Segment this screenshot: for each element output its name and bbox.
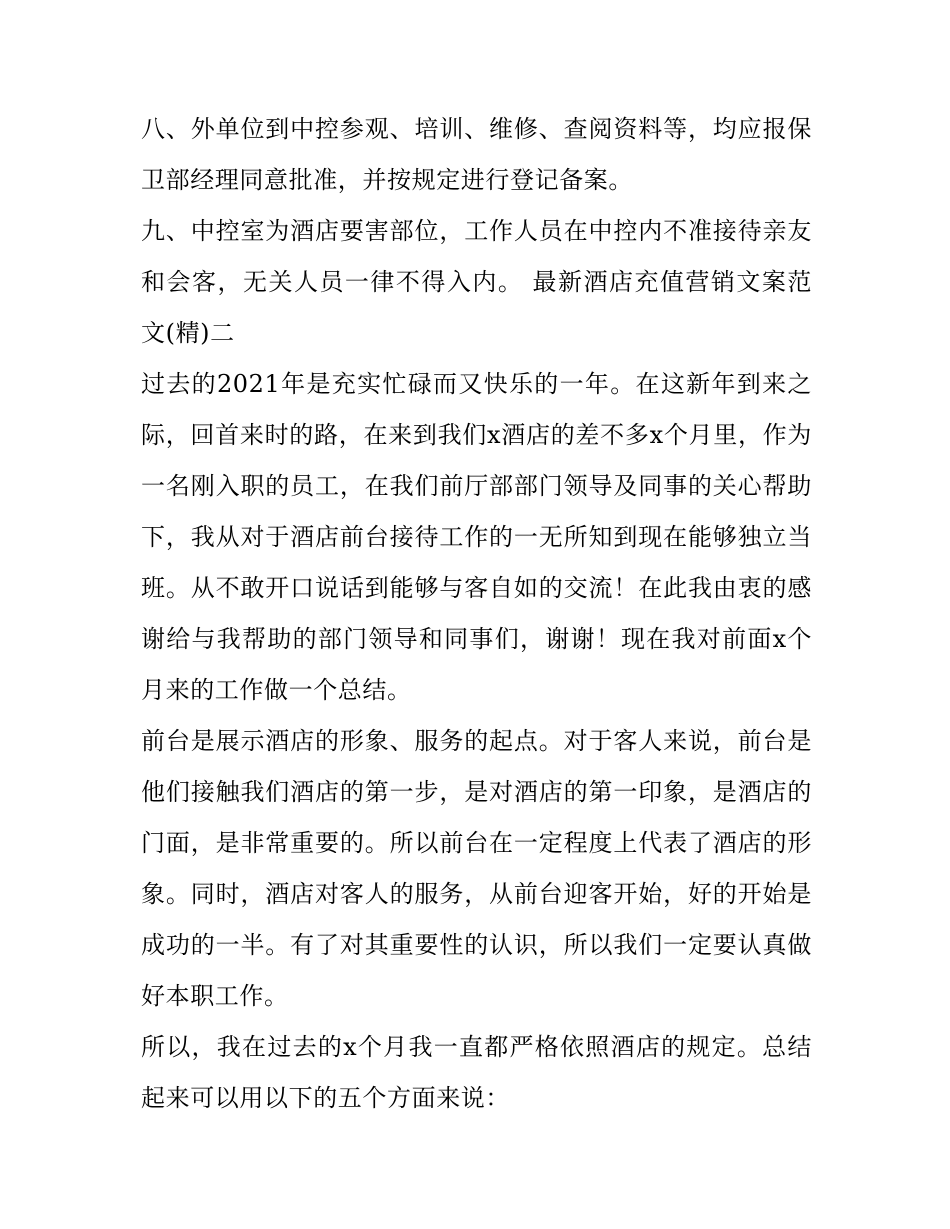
- paragraph-visitor-registration: 八、外单位到中控参观、培训、维修、查阅资料等，均应报保卫部经理同意批准，并按规定进行登记备案。: [141, 115, 812, 194]
- paragraph-year-review: 过去的2021年是充实忙碌而又快乐的一年。在这新年到来之际，回首来时的路，在来到我们x酒店的差不多x个月里，作为一名刚入职的员工，在我们前厅部部门领导及同事的关心帮助下，我从对于酒店前台接待工作的一无所知到现在能够独立当班。从不敢开口说话到能够与客自如的交流！在此我由衷的感谢给与我帮助的部门领导和同事们，谢谢！现在我对前面x个月来的工作做一个总结。: [141, 370, 812, 704]
- paragraph-control-room-access: 九、中控室为酒店要害部位，工作人员在中控内不准接待亲友和会客，无关人员一律不得入内。 最新酒店充值营销文案范文(精)二: [141, 217, 812, 347]
- paragraph-summary-intro: 所以，我在过去的x个月我一直都严格依照酒店的规定。总结起来可以用以下的五个方面来说：: [141, 1033, 812, 1112]
- document-body: [141, 104, 812, 1124]
- paragraph-front-desk-importance: 前台是展示酒店的形象、服务的起点。对于客人来说，前台是他们接触我们酒店的第一步，是对酒店的第一印象，是酒店的门面，是非常重要的。所以前台在一定程度上代表了酒店的形象。同时，酒店对客人的服务，从前台迎客开始，好的开始是成功的一半。有了对其重要性的认识，所以我们一定要认真做好本职工作。: [141, 727, 812, 1010]
